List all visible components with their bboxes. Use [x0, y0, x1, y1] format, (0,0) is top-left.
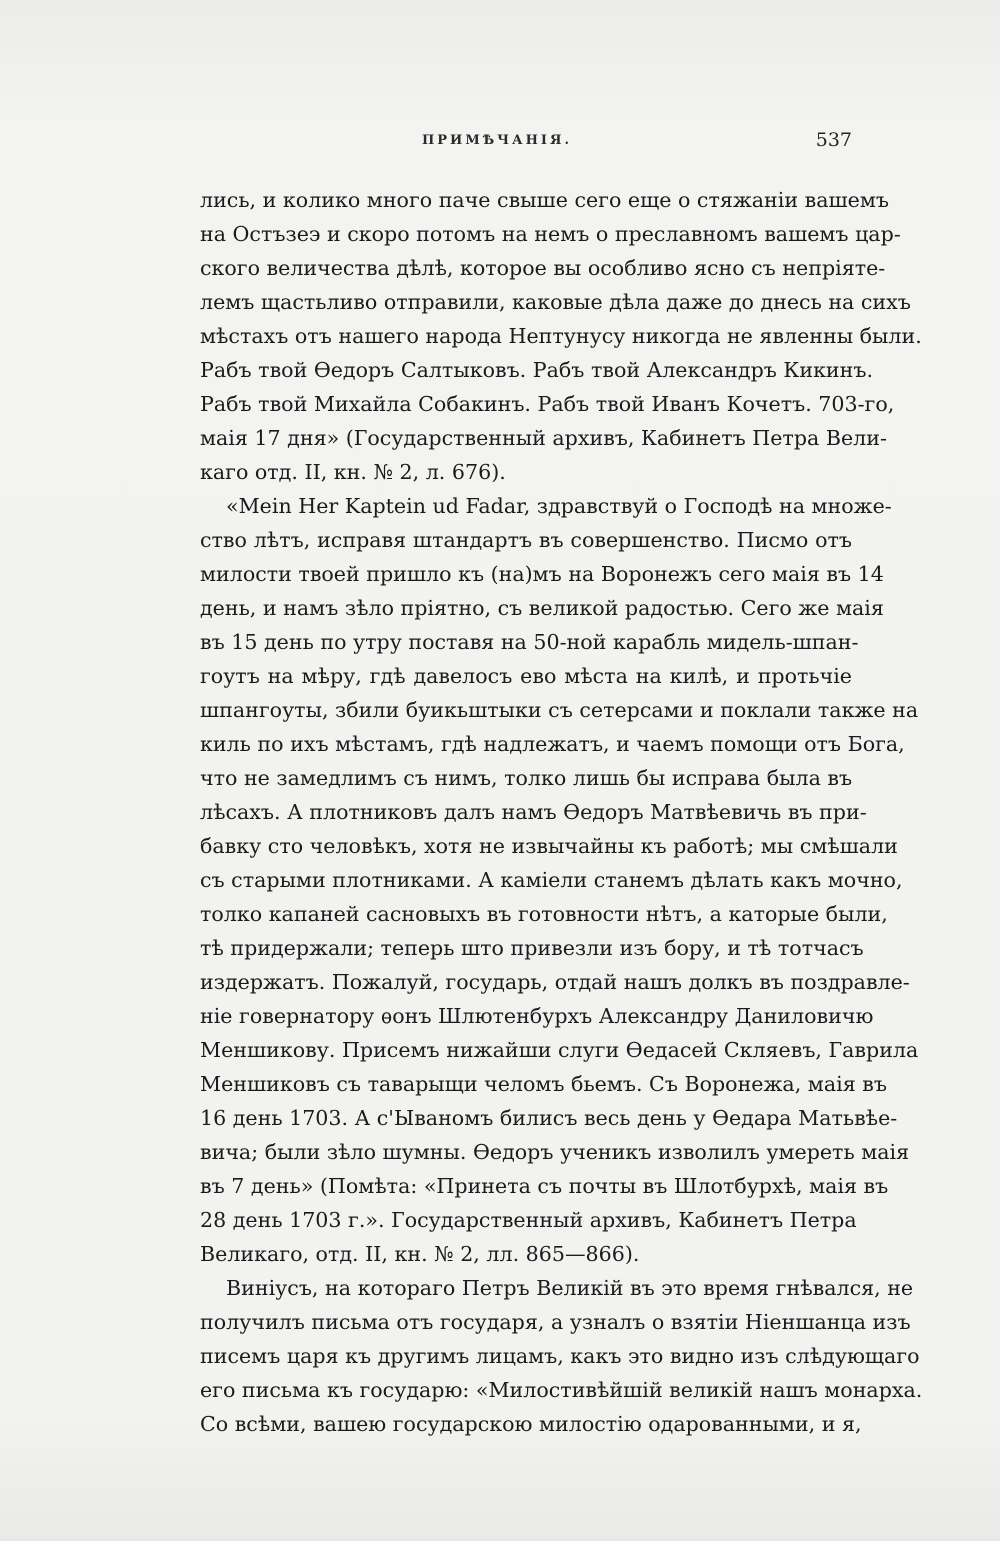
text-line: ніе говернатору ѳонъ Шлютенбурхъ Александру Даниловичю — [200, 1004, 874, 1028]
text-line: лѣсахъ. А плотниковъ далъ намъ Ѳедоръ Матвѣевичь въ при- — [200, 800, 867, 824]
text-line: въ 15 день по утру поставя на 50-ной карабль мидель-шпан- — [200, 630, 859, 654]
text-line: маія 17 дня» (Государственный архивъ, Кабинетъ Петра Вели- — [200, 426, 887, 450]
text-line: вича; были зѣло шумны. Ѳедоръ ученикъ изволилъ умереть маія — [200, 1140, 910, 1164]
running-head: ПРИМѢЧАНІЯ. — [422, 133, 572, 148]
text-line: Со всѣми, вашею государскою милостію одарованными, и я, — [200, 1412, 862, 1436]
text-line: писемъ царя къ другимъ лицамъ, какъ это видно изъ слѣдующаго — [200, 1344, 920, 1368]
text-line: его письма къ государю: «Милостивѣйшій великій нашъ монарха. — [200, 1378, 923, 1402]
text-line: ство лѣтъ, исправя штандартъ въ совершенство. Писмо отъ — [200, 528, 852, 552]
text-line: лемъ щастьливо отправили, каковые дѣла даже до днесь на сихъ — [200, 290, 911, 314]
text-line: Виніусъ, на котораго Петръ Великій въ это время гнѣвался, не — [226, 1276, 914, 1300]
text-line: милости твоей пришло къ (на)мъ на Воронежъ сего маія въ 14 — [200, 562, 884, 586]
text-line: съ старыми плотниками. А камiели станемъ дѣлать какъ мочно, — [200, 868, 903, 892]
text-line: 28 день 1703 г.». Государственный архивъ, Кабинетъ Петра — [200, 1208, 857, 1232]
text-line: въ 7 день» (Помѣта: «Принета съ почты въ Шлотбурхѣ, маія въ — [200, 1174, 889, 1198]
text-line: Меншикову. Присемъ нижайши слуги Ѳедасей Скляевъ, Гаврила — [200, 1038, 919, 1062]
page-header — [200, 129, 852, 159]
text-line: Великаго, отд. II, кн. № 2, лл. 865—866). — [200, 1242, 640, 1266]
text-line: тѣ придержали; теперь што привезли изъ бору, и тѣ тотчасъ — [200, 936, 864, 960]
text-line: шпангоуты, збили буикьштыки съ сетерсами и поклали также на — [200, 698, 919, 722]
text-line: день, и намъ зѣло пріятно, съ великой радостью. Сего же маія — [200, 596, 884, 620]
text-line: на Остъзеэ и скоро потомъ на немъ о преславномъ вашемъ цар- — [200, 222, 901, 246]
text-line: киль по ихъ мѣстамъ, гдѣ надлежатъ, и чаемъ помощи отъ Бога, — [200, 732, 905, 756]
text-line: бавку сто человѣкъ, хотя не извычайны къ работѣ; мы смѣшали — [200, 834, 898, 858]
text-line: лись, и колико много паче свыше сего еще о стяжаніи вашемъ — [200, 188, 889, 212]
text-line: Меншиковъ съ таварыщи челомъ бьемъ. Съ Воронежа, маія въ — [200, 1072, 887, 1096]
text-line: мѣстахъ отъ нашего народа Нептунусу никогда не явленны были. — [200, 324, 922, 348]
text-line: ского величества дѣлѣ, которое вы особливо ясно съ непріяте- — [200, 256, 886, 280]
text-line: толко капаней сасновыхъ въ готовности нѣтъ, а каторые были, — [200, 902, 888, 926]
text-line: «Mein Her Kaptein ud Fadar, здравствуй о Господѣ на множе- — [226, 494, 892, 518]
page-number: 537 — [815, 129, 852, 151]
text-line: Рабъ твой Михайла Собакинъ. Рабъ твой Иванъ Кочетъ. 703-го, — [200, 392, 895, 416]
text-line: получилъ письма отъ государя, а узналъ о взятіи Ніеншанца изъ — [200, 1310, 911, 1334]
body-text — [200, 183, 923, 1441]
text-line: что не замедлимъ съ нимъ, толко лишь бы исправа была въ — [200, 766, 853, 790]
text-line: Рабъ твой Ѳедоръ Салтыковъ. Рабъ твой Александръ Кикинъ. — [200, 358, 874, 382]
text-line: 16 день 1703. А с'Ываномъ билисъ весь день у Ѳедара Матьвѣе- — [200, 1106, 898, 1130]
text-line: гоутъ на мѣру, гдѣ давелосъ ево мѣста на килѣ, и протьчіе — [200, 664, 852, 688]
text-line: каго отд. II, кн. № 2, л. 676). — [200, 460, 506, 484]
text-line: издержатъ. Пожалуй, государь, отдай нашъ долкъ въ поздравле- — [200, 970, 910, 994]
